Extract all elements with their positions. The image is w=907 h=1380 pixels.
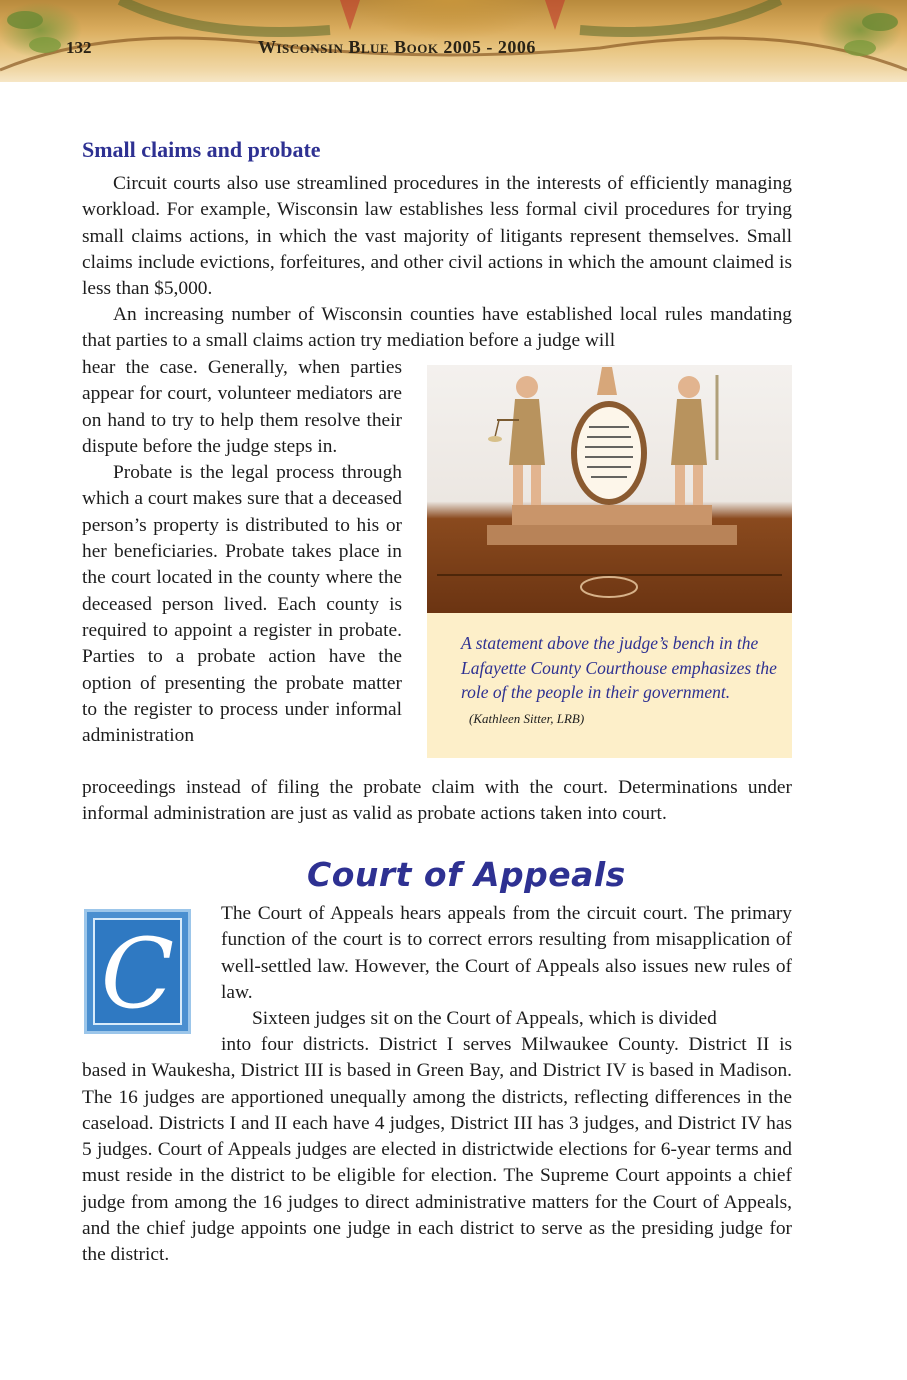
courthouse-photo bbox=[427, 365, 792, 613]
paragraph-mediation-intro bbox=[82, 302, 792, 355]
court-of-appeals-heading: Court of Appeals bbox=[307, 855, 626, 894]
paragraph-text: Sixteen judges sit on the Court of Appeals, which is divided bbox=[252, 1008, 717, 1029]
header-banner bbox=[0, 0, 907, 82]
paragraph-text: An increasing number of Wisconsin counties have established local rules mandating that parties to a small claims action try mediation before a judge will bbox=[82, 304, 792, 352]
paragraph-text: Circuit courts also use streamlined procedures in the interests of efficiently managing workload. For example, Wisconsin law establishes less formal civil procedures for trying small claims actions, in which the vast majority of litigants represent themselves. Small claims include evictions, forfeitures, and other civil actions in which the amount claimed is less than $5,000. bbox=[82, 173, 792, 300]
paragraph-probate-continued bbox=[82, 775, 792, 828]
running-head: Wisconsin Blue Book 2005 - 2006 bbox=[258, 37, 536, 57]
paragraph-text: into four districts. District I serves Milwaukee County. District II is based in Waukesha, District III is based in Green Bay, and District IV is based in Madison. The 16 judges are apportioned unequally among the districts, reflecting differences in the caseload. Districts I and II each have 4 judges, District III has 3 judges, and District IV has 5 judges. Court of Appeals judges are elected in districtwide elections for 6-year terms and must reside in the district to be eligible for election. The Supreme Court appoints a chief judge from among the 16 judges to direct administrative matters for the Court of Appeals, and the chief judge appoints one judge in each district to serve as the presiding judge for the district. bbox=[82, 1034, 792, 1266]
judges-bench-illustration-icon bbox=[427, 365, 792, 613]
paragraph-text: The Court of Appeals hears appeals from the circuit court. The primary function of the court is to correct errors resulting from misapplication of well-settled law. However, the Court of Appeals also issues new rules of law. bbox=[221, 903, 792, 1003]
photo-credit: (Kathleen Sitter, LRB) bbox=[469, 710, 585, 726]
paragraph-text: proceedings instead of filing the probate claim with the court. Determinations under informal administration are just as valid as probate actions taken into court. bbox=[82, 777, 792, 825]
section-heading: Small claims and probate bbox=[82, 137, 321, 162]
paragraph-judges bbox=[82, 1032, 792, 1269]
caption-text: A statement above the judge’s bench in the Lafayette County Courthouse emphasizes the role of the people in their government. bbox=[461, 633, 777, 702]
paragraph-probate: Probate is the legal process through which a court makes sure that a deceased person’s property is distributed to his or her beneficiaries. Probate takes place in the court located in the county where the deceased person lived. Each county is required to appoint a register in probate. Parties to a probate action have the option of presenting the probate matter to the register to process under informal administration bbox=[82, 462, 402, 747]
dropcap-frame bbox=[93, 918, 182, 1030]
paragraph-small-claims bbox=[82, 171, 792, 302]
paragraph-text: hear the case. Generally, when parties appear for court, volunteer mediators are on hand to try to help them resolve their dispute before the judge steps in. bbox=[82, 357, 402, 457]
courthouse-figure bbox=[427, 365, 792, 758]
dropcap-letter: C bbox=[100, 918, 175, 1030]
paragraph-judges-first-line bbox=[221, 1006, 792, 1032]
figure-caption bbox=[461, 631, 781, 731]
page-number: 132 bbox=[66, 38, 92, 57]
paragraph-appeals-intro bbox=[221, 901, 792, 1006]
narrow-text-column bbox=[82, 355, 402, 749]
dropcap-ornament bbox=[84, 909, 191, 1034]
